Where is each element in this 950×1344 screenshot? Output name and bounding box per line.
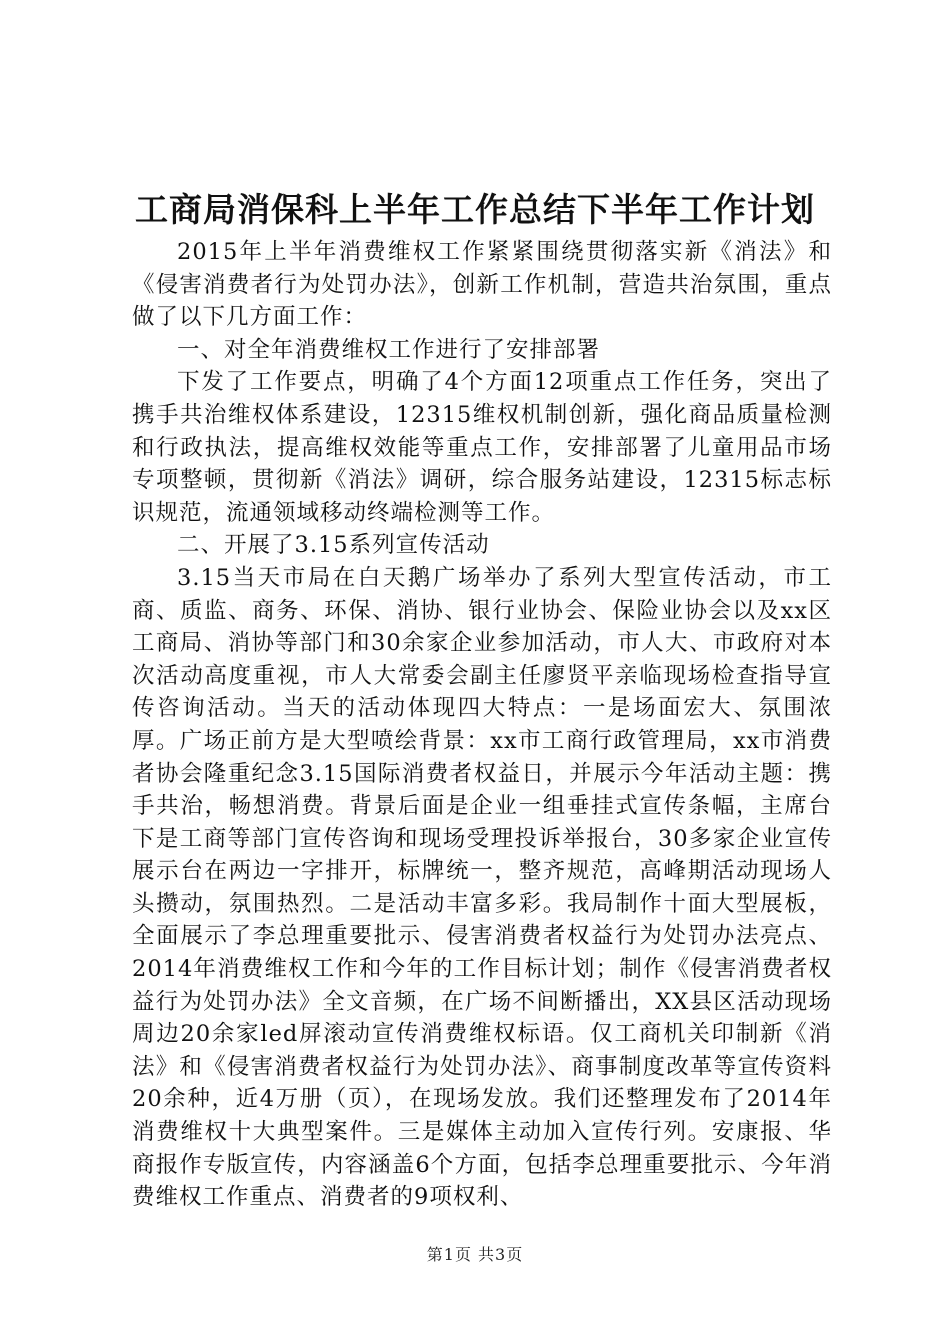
- section-heading-2: 二、开展了3.15系列宣传活动: [177, 532, 490, 559]
- section-2-paragraph: 3.15当天市局在白天鹅广场举办了系列大型宣传活动，市工商、质监、商务、环保、消协、银行业协会、保险业协会以及xx区工商局、消协等部门和30余家企业参加活动，市人大、市政府对本次活动高度重视，市人大常委会副主任廖贤平亲临现场检查指导宣传咨询活动。当天的活动体现四大特点：一是场面宏大、氛围浓厚。广场正前方是大型喷绘背景：xx市工商行政管理局，xx市消费者协会隆重纪念3.15国际消费者权益日，并展示今年活动主题：携手共治，畅想消费。背景后面是企业一组垂挂式宣传条幅，主席台下是工商等部门宣传咨询和现场受理投诉举报台，30多家企业宣传展示台在两边一字排开，标牌统一，整齐规范，高峰期活动现场人头攒动，氛围热烈。二是活动丰富多彩。我局制作十面大型展板，全面展示了李总理重要批示、侵害消费者权益行为处罚办法亮点、2014年消费维权工作和今年的工作目标计划；制作《侵害消费者权益行为处罚办法》全文音频，在广场不间断播出，XX县区活动现场周边20余家led屏滚动宣传消费维权标语。仅工商机关印制新《消法》和《侵害消费者权益行为处罚办法》、商事制度改革等宣传资料20余种，近4万册（页），在现场发放。我们还整理发布了2014年消费维权十大典型案件。三是媒体主动加入宣传行列。安康报、华商报作专版宣传，内容涵盖6个方面，包括李总理重要批示、今年消费维权工作重点、消费者的9项权利、: [132, 564, 832, 1211]
- intro-paragraph: 2015年上半年消费维权工作紧紧围绕贯彻落实新《消法》和《侵害消费者行为处罚办法》，创新工作机制，营造共治氛围，重点做了以下几方面工作：: [132, 239, 832, 331]
- document-body: [132, 236, 832, 1214]
- section-heading-1: 一、对全年消费维权工作进行了安排部署: [177, 336, 601, 363]
- section-1-paragraph: 下发了工作要点，明确了4个方面12项重点工作任务，突出了携手共治维权体系建设，12315维权机制创新，强化商品质量检测和行政执法，提高维权效能等重点工作，安排部署了儿童用品市场专项整顿，贯彻新《消法》调研，综合服务站建设，12315标志标识规范，流通领域移动终端检测等工作。: [132, 369, 832, 526]
- document-title: 工商局消保科上半年工作总结下半年工作计划: [135, 190, 815, 229]
- page-number-footer: 第1页 共3页: [426, 1245, 524, 1264]
